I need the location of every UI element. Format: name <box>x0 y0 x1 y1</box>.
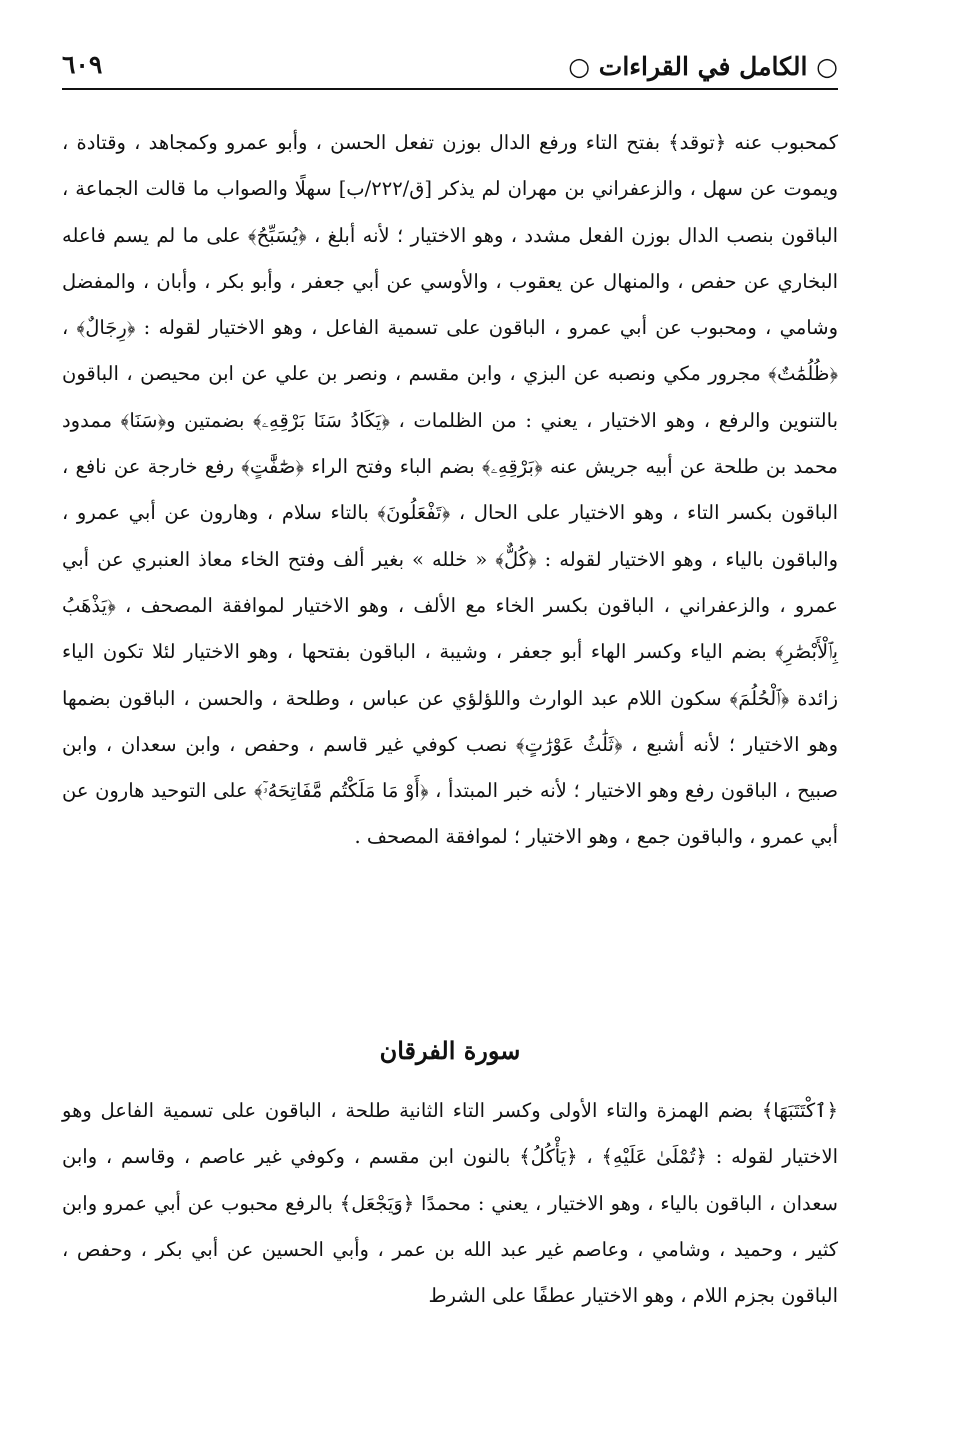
main-text <box>62 120 838 861</box>
paragraph: ﴿ٱكْتَتَبَهَا﴾ بضم الهمزة والتاء الأولى وكسر التاء الثانية طلحة ، الباقون على تسمية الفاعل وهو الاختيار لقوله : ﴿تُمْلَىٰ عَلَيْهِ﴾ ، ﴿يَأْكُلُ﴾ بالنون ابن مقسم ، وكوفي غير عاصم ، وقاسم ، وابن سعدان ، الباقون بالياء ، وهو الاختيار ، يعني : محمدًا ﴿وَيَجْعَل﴾ بالرفع محبوب عن أبي عمرو وابن كثير ، وحميد ، وشامي ، وعاصم غير عبد الله بن عمر ، وأبي الحسين عن أبي بكر ، وحفص ، الباقون بجزم اللام ، وهو الاختيار عطفًا على الشرط <box>62 1099 838 1308</box>
paragraph: كمحبوب عنه ﴿توقد﴾ بفتح التاء ورفع الدال بوزن تفعل الحسن ، وأبو عمرو وكمجاهد ، وقتادة ، ويموت عن سهل ، والزعفراني بن مهران لم يذكر [ق/٢٢٢/ب] سهلًا والصواب ما قالت الجماعة ، الباقون بنصب الدال بوزن الفعل مشدد ، وهو الاختيار ؛ لأنه أبلغ ، ﴿يُسَبِّحُ﴾ على ما لم يسم فاعله البخاري عن حفص ، والمنهال عن يعقوب ، والأوسي عن أبي جعفر ، وأبو بكر ، وأبان ، والمفضل وشامي ، ومحبوب عن أبي عمرو ، الباقون على تسمية الفاعل ، وهو الاختيار لقوله : ﴿رِجَالٌ﴾ ، ﴿ظُلُمَٰتٌ﴾ مجرور مكي ونصبه عن البزي ، وابن مقسم ، ونصر بن علي عن ابن محيصن ، الباقون بالتنوين والرفع ، وهو الاختيار ، يعني : من الظلمات ، ﴿يَكَادُ سَنَا بَرْقِهِۦ﴾ بضمتين و﴿سَنَا﴾ ممدود محمد بن طلحة عن أبيه جريش عنه ﴿بَرْقِهِۦ﴾ بضم الباء وفتح الراء ﴿صَٰٓفَّٰتٍ﴾ رفع خارجة عن نافع ، الباقون بكسر التاء ، وهو الاختيار على الحال ، ﴿تَفْعَلُونَ﴾ بالتاء سلام ، وهارون عن أبي عمرو ، والباقون بالياء ، وهو الاختيار لقوله : ﴿كُلٌّ﴾ « خلله » بغير ألف وفتح الخاء معاذ العنبري عن أبي عمرو ، والزعفراني ، الباقون بكسر الخاء مع الألف ، وهو الاختيار لموافقة المصحف ، ﴿يَذْهَبُ بِٱلْأَبْصَٰرِ﴾ بضم الياء وكسر الهاء أبو جعفر ، وشيبة ، الباقون بفتحها ، وهو الاختيار لئلا تكون الياء زائدة ﴿ٱلْحُلُمَ﴾ سكون اللام عبد الوارث واللؤلؤي عن عباس ، وطلحة ، والحسن ، الباقون بضمها وهو الاختيار ؛ لأنه أشبع ، ﴿ثَلَٰثُ عَوْرَٰتٍ﴾ نصب كوفي غير قاسم ، وحفص ، وابن سعدان ، وابن صبيح ، الباقون رفع وهو الاختيار ؛ لأنه خبر المبتدأ ، ﴿أَوْ مَا مَلَكْتُم مَّفَاتِحَهُۥٓ﴾ على التوحيد هارون عن أبي عمرو ، والباقون جمع ، وهو الاختيار ؛ لموافقة المصحف . <box>62 131 839 849</box>
page-header <box>62 44 838 90</box>
section-heading: سورة الفرقان <box>379 1036 521 1065</box>
page-number: ٦٠٩ <box>62 50 103 79</box>
section-text <box>62 1088 838 1319</box>
running-title: ○ الكامل في القراءات ○ <box>568 52 838 81</box>
